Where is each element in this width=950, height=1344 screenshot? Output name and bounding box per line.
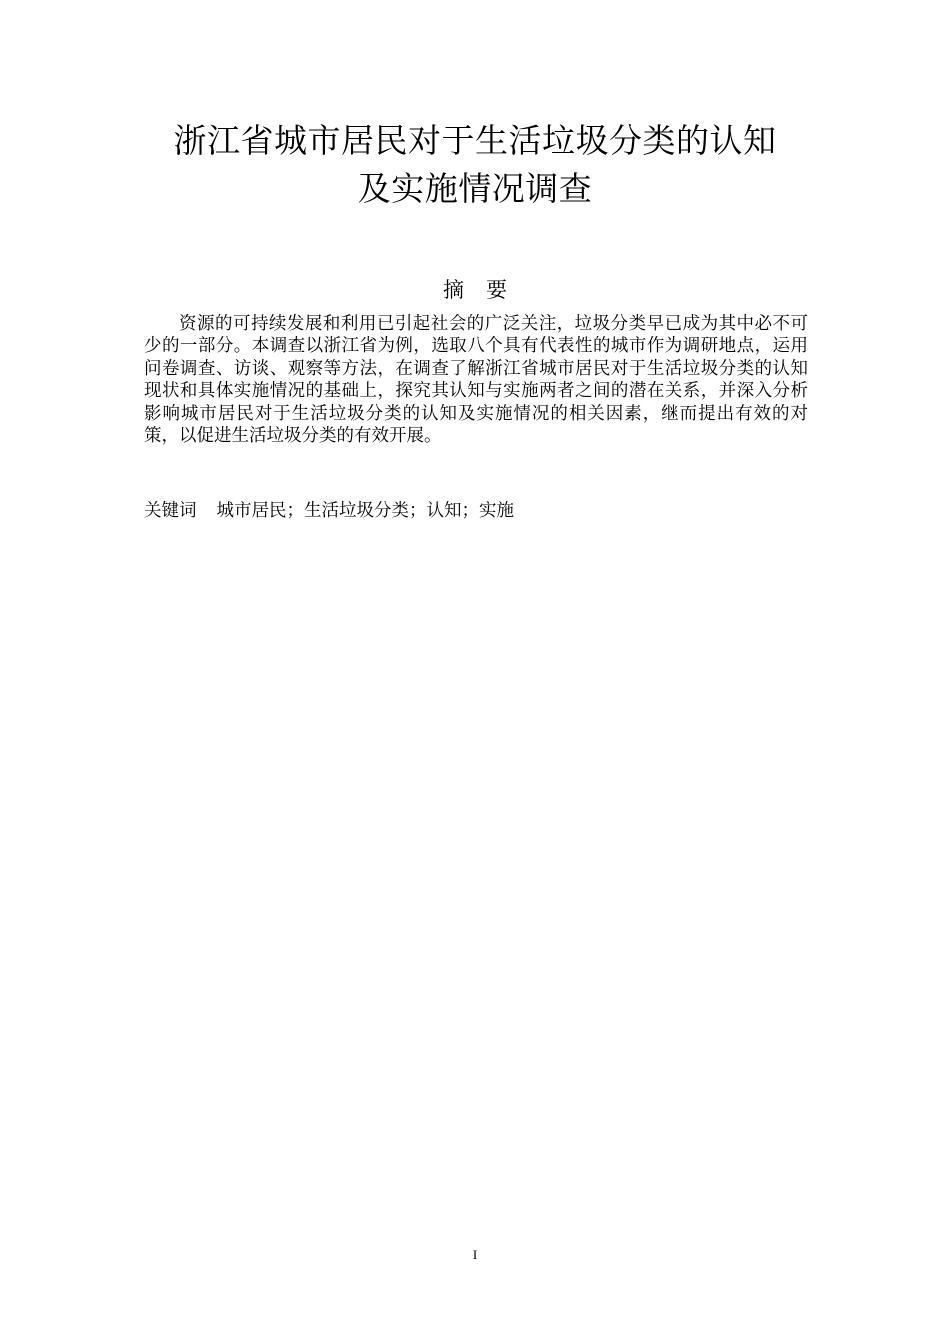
- keywords-line: [144, 498, 808, 523]
- page-number: I: [472, 1247, 478, 1262]
- keywords-value: 城市居民；生活垃圾分类；认知；实施: [216, 501, 514, 521]
- abstract-paragraph: 资源的可持续发展和利用已引起社会的广泛关注，垃圾分类早已成为其中必不可少的一部分。本调查以浙江省为例，选取八个具有代表性的城市作为调研地点，运用问卷调查、访谈、观察等方法，在调查了解浙江省城市居民对于生活垃圾分类的认知现状和具体实施情况的基础上，探究其认知与实施两者之间的潜在关系，并深入分析影响城市居民对于生活垃圾分类的认知及实施情况的相关因素，继而提出有效的对策，以促进生活垃圾分类的有效开展。: [144, 314, 808, 447]
- keywords-label: 关键词: [144, 501, 197, 521]
- document-title-line-2: 及实施情况调查: [357, 169, 593, 208]
- abstract-heading: 摘要: [443, 278, 529, 302]
- document-title-line-1: 浙江省城市居民对于生活垃圾分类的认知: [173, 121, 777, 160]
